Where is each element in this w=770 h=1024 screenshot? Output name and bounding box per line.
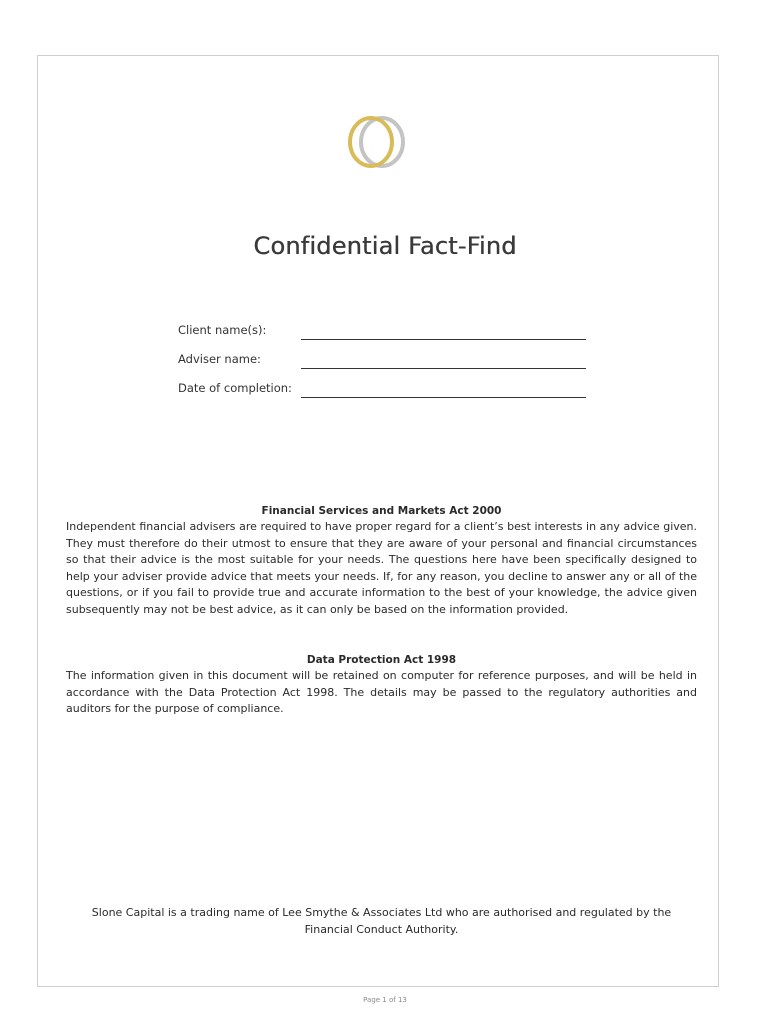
client-name-field[interactable]	[301, 339, 586, 340]
client-name-row	[178, 322, 588, 351]
data-protection-section	[66, 652, 697, 718]
silver-ring	[361, 118, 403, 166]
adviser-name-field[interactable]	[301, 368, 586, 369]
page-number: Page 1 of 13	[363, 996, 407, 1004]
data-protection-heading: Data Protection Act 1998	[306, 654, 457, 666]
adviser-name-label: Adviser name:	[178, 352, 261, 366]
completion-date-field[interactable]	[301, 397, 586, 398]
client-name-label: Client name(s):	[178, 323, 267, 337]
footer-line-1: Slone Capital is a trading name of Lee Smythe & Associates Ltd who are authorised and regulated by the	[91, 906, 672, 919]
fsma-body: Independent financial advisers are required to have proper regard for a client’s best interests in any advice given. They must therefore do their utmost to ensure that they are aware of your personal and financial circumstances so that their advice is the most suitable for your needs. The questions here have been specifically designed to help your adviser provide advice that meets your needs. If, for any reason, you decline to answer any or all of the questions, or if you fail to provide true and accurate information to the best of your knowledge, the advice given subsequently may not be best advice, as it can only be based on the information provided.	[66, 520, 697, 616]
completion-date-row	[178, 380, 588, 409]
regulatory-footer	[66, 904, 697, 938]
data-protection-body: The information given in this document will be retained on computer for reference purposes, and will be held in accordance with the Data Protection Act 1998. The details may be passed to the regulatory authorities and auditors for the purpose of compliance.	[66, 669, 697, 716]
completion-date-label: Date of completion:	[178, 381, 292, 395]
gold-ring	[350, 118, 392, 166]
fsma-section	[66, 503, 697, 619]
footer-line-2: Financial Conduct Authority.	[304, 923, 459, 936]
document-title: Confidential Fact-Find	[253, 232, 517, 260]
client-details-form	[178, 322, 588, 409]
interlocking-rings-logo-icon	[342, 112, 412, 172]
adviser-name-row	[178, 351, 588, 380]
fsma-heading: Financial Services and Markets Act 2000	[261, 505, 502, 517]
